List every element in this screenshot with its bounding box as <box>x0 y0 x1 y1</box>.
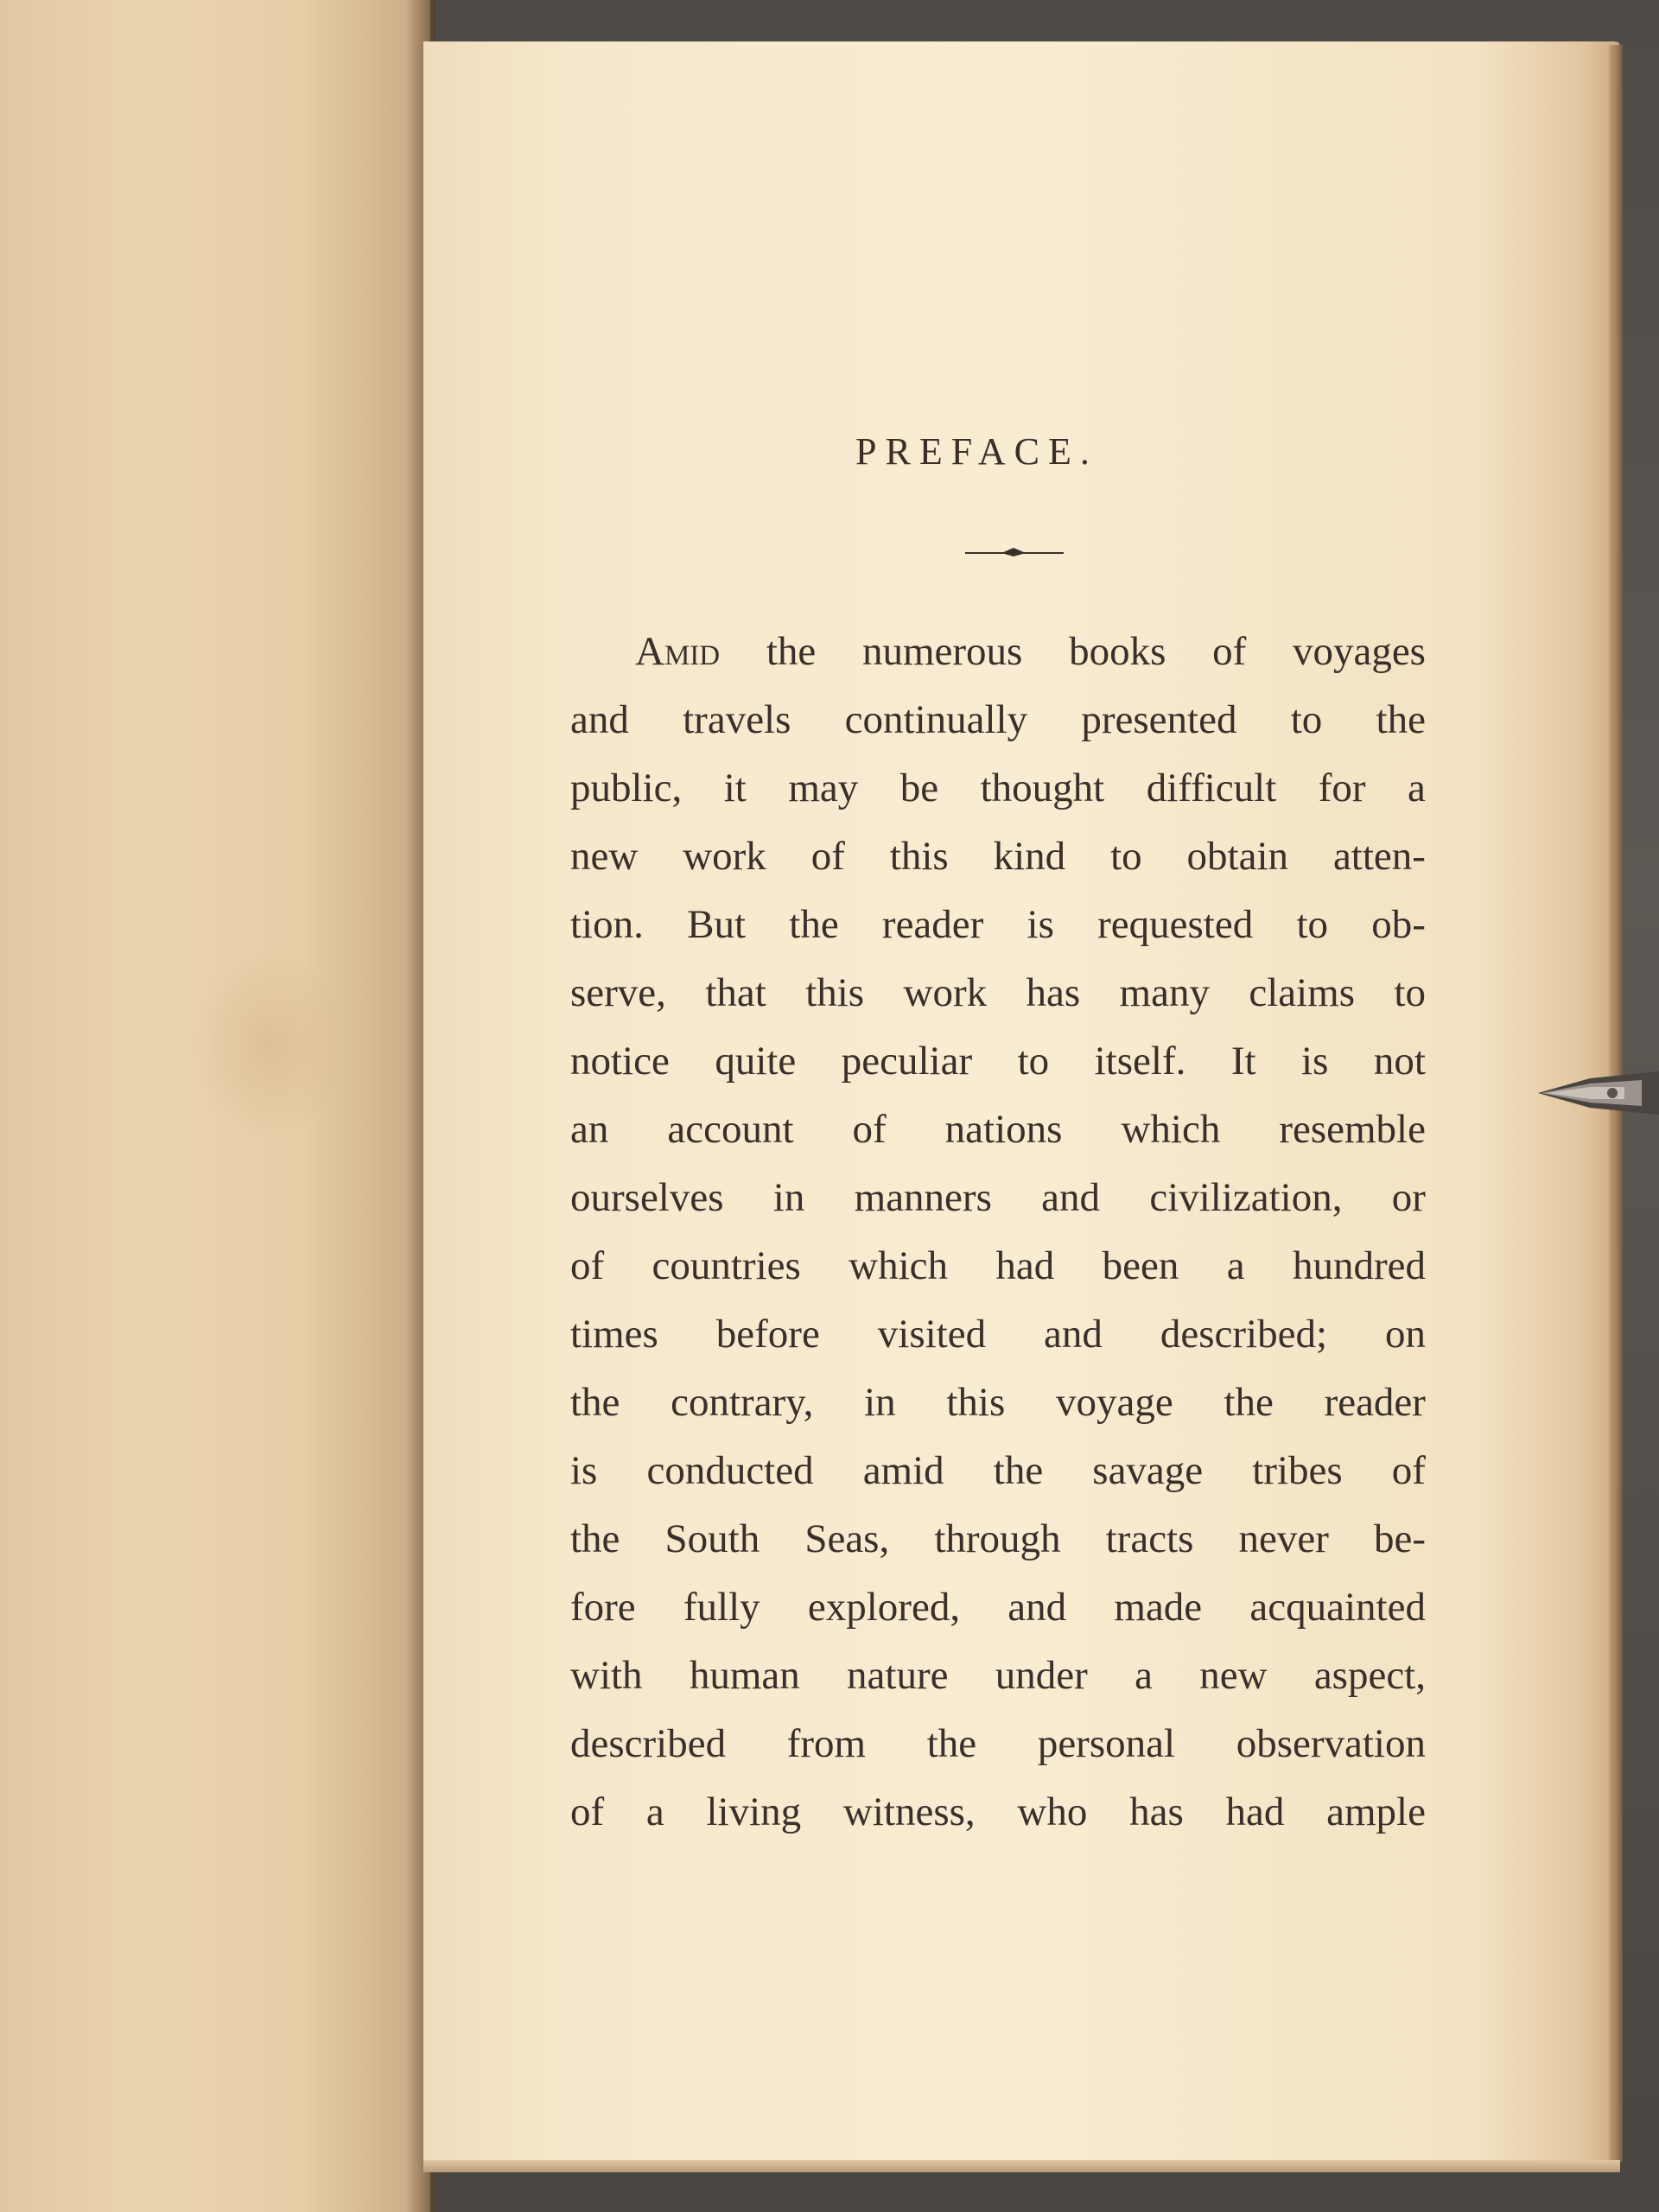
word: But <box>687 902 747 947</box>
word: which <box>849 1243 949 1288</box>
text-line <box>570 1437 1426 1505</box>
word: it <box>723 766 747 810</box>
word: itself. <box>1094 1039 1186 1084</box>
word: and <box>1007 1585 1067 1630</box>
text-line <box>570 823 1426 891</box>
rule-ornament-icon <box>963 536 1065 570</box>
word: be <box>899 766 939 810</box>
word: and <box>570 697 629 742</box>
word: the <box>789 902 839 947</box>
text-line <box>570 1505 1426 1573</box>
word: the <box>1376 697 1426 742</box>
word: this <box>889 834 949 879</box>
text-line <box>570 1369 1426 1437</box>
word: and <box>1041 1175 1101 1220</box>
word: times <box>570 1312 658 1357</box>
word: reader <box>881 902 984 947</box>
word: living <box>706 1789 802 1834</box>
word: countries <box>652 1243 801 1288</box>
word: for <box>1318 766 1366 810</box>
word: tion. <box>570 902 644 947</box>
word: may <box>788 766 859 810</box>
word: explored, <box>807 1585 961 1630</box>
word: this <box>805 970 865 1015</box>
word: ourselves <box>570 1175 724 1220</box>
word: nature <box>847 1653 949 1698</box>
word: this <box>946 1380 1006 1425</box>
word: and <box>1044 1312 1103 1357</box>
word: a <box>1226 1243 1245 1288</box>
word: travels <box>683 697 791 742</box>
word: to <box>1290 697 1323 742</box>
text-line <box>570 1778 1426 1847</box>
word: which <box>1121 1107 1221 1152</box>
word: aspect, <box>1313 1653 1426 1698</box>
word: numerous <box>861 629 1023 674</box>
word: who <box>1017 1789 1088 1834</box>
word: made <box>1114 1585 1203 1630</box>
word: nations <box>944 1107 1063 1152</box>
text-line <box>570 754 1426 823</box>
word: with <box>570 1653 643 1698</box>
word: under <box>995 1653 1088 1698</box>
drop-word: Amid <box>635 629 721 674</box>
word: before <box>715 1312 820 1357</box>
word: hundred <box>1292 1243 1426 1288</box>
word: notice <box>570 1039 670 1084</box>
word: the <box>766 629 817 674</box>
word: never <box>1238 1516 1329 1561</box>
word: of <box>810 834 845 879</box>
word: a <box>1135 1653 1153 1698</box>
word: personal <box>1037 1721 1176 1766</box>
text-line <box>570 1164 1426 1232</box>
word: South <box>664 1516 760 1561</box>
word: fore <box>570 1585 636 1630</box>
word: savage <box>1092 1448 1204 1493</box>
word: kind <box>993 834 1066 879</box>
text-line <box>570 1232 1426 1300</box>
word: continually <box>844 697 1028 742</box>
word: to <box>1394 970 1426 1015</box>
word: manners <box>854 1175 992 1220</box>
paper-stain <box>190 950 346 1141</box>
word: requested <box>1097 902 1254 947</box>
word: witness, <box>842 1789 976 1834</box>
word: described; <box>1160 1312 1328 1357</box>
text-line <box>570 959 1426 1027</box>
word: tracts <box>1105 1516 1194 1561</box>
word: the <box>993 1448 1044 1493</box>
word: described <box>570 1721 727 1766</box>
word: thought <box>980 766 1105 810</box>
text-line <box>570 686 1426 754</box>
word: tribes <box>1252 1448 1343 1493</box>
word: work <box>903 970 988 1015</box>
word: been <box>1102 1243 1179 1288</box>
word: many <box>1119 970 1210 1015</box>
word: is <box>570 1448 598 1493</box>
word: It <box>1230 1039 1256 1084</box>
word: an <box>570 1107 609 1152</box>
word: had <box>1225 1789 1285 1834</box>
word: has <box>1129 1789 1184 1834</box>
word: contrary, <box>671 1380 814 1425</box>
word: the <box>1224 1380 1274 1425</box>
word: from <box>786 1721 867 1766</box>
text-line <box>570 1027 1426 1096</box>
word: obtain <box>1186 834 1289 879</box>
text-line <box>570 891 1426 959</box>
text-line <box>570 1642 1426 1710</box>
word: books <box>1069 629 1166 674</box>
word: to <box>1296 902 1329 947</box>
preface-body <box>570 618 1426 1847</box>
word: of <box>570 1243 605 1288</box>
word: in <box>772 1175 805 1220</box>
word: claims <box>1249 970 1356 1015</box>
word: observation <box>1236 1721 1426 1766</box>
word: resemble <box>1279 1107 1426 1152</box>
word: that <box>705 970 766 1015</box>
word: ob- <box>1371 902 1426 947</box>
word: reader <box>1324 1380 1426 1425</box>
word: of <box>1212 629 1247 674</box>
word: of <box>852 1107 887 1152</box>
text-line <box>570 1710 1426 1778</box>
word: in <box>864 1380 896 1425</box>
word: peculiar <box>841 1039 973 1084</box>
word: the <box>570 1516 620 1561</box>
word: has <box>1026 970 1081 1015</box>
word: new <box>570 834 639 879</box>
word: a <box>1408 766 1426 810</box>
pen-tip-icon <box>1538 1046 1659 1141</box>
word: human <box>689 1653 800 1698</box>
word: work <box>683 834 766 879</box>
word: atten- <box>1332 834 1426 879</box>
word: ample <box>1326 1789 1426 1834</box>
text-line <box>570 618 1426 686</box>
word: of <box>570 1789 605 1834</box>
word: serve, <box>570 970 666 1015</box>
word: on <box>1384 1312 1426 1357</box>
text-line <box>570 1573 1426 1642</box>
word: acquainted <box>1249 1585 1426 1630</box>
text-line <box>570 1096 1426 1164</box>
word: to <box>1017 1039 1050 1084</box>
word: difficult <box>1146 766 1277 810</box>
text-line <box>570 1300 1426 1369</box>
word: voyages <box>1292 629 1426 674</box>
word: amid <box>862 1448 944 1493</box>
word: presented <box>1081 697 1237 742</box>
word: civilization, <box>1149 1175 1343 1220</box>
word: conducted <box>646 1448 814 1493</box>
word: the <box>926 1721 977 1766</box>
word: be- <box>1373 1516 1426 1561</box>
word: new <box>1199 1653 1268 1698</box>
word: the <box>570 1380 620 1425</box>
page-edge-bottom <box>423 2160 1620 2172</box>
word: is <box>1027 902 1054 947</box>
word: not <box>1373 1039 1426 1084</box>
word: through <box>934 1516 1061 1561</box>
word: a <box>645 1789 664 1834</box>
word: is <box>1301 1039 1329 1084</box>
word: voyage <box>1056 1380 1173 1425</box>
word: fully <box>683 1585 760 1630</box>
word: account <box>667 1107 794 1152</box>
word: to <box>1110 834 1142 879</box>
word: visited <box>877 1312 987 1357</box>
page-title: PREFACE. <box>855 430 1098 473</box>
word: public, <box>570 766 683 810</box>
word: of <box>1391 1448 1426 1493</box>
word: or <box>1391 1175 1426 1220</box>
word: had <box>995 1243 1055 1288</box>
word: Seas, <box>804 1516 890 1561</box>
word: quite <box>715 1039 797 1084</box>
left-page <box>0 0 430 2212</box>
